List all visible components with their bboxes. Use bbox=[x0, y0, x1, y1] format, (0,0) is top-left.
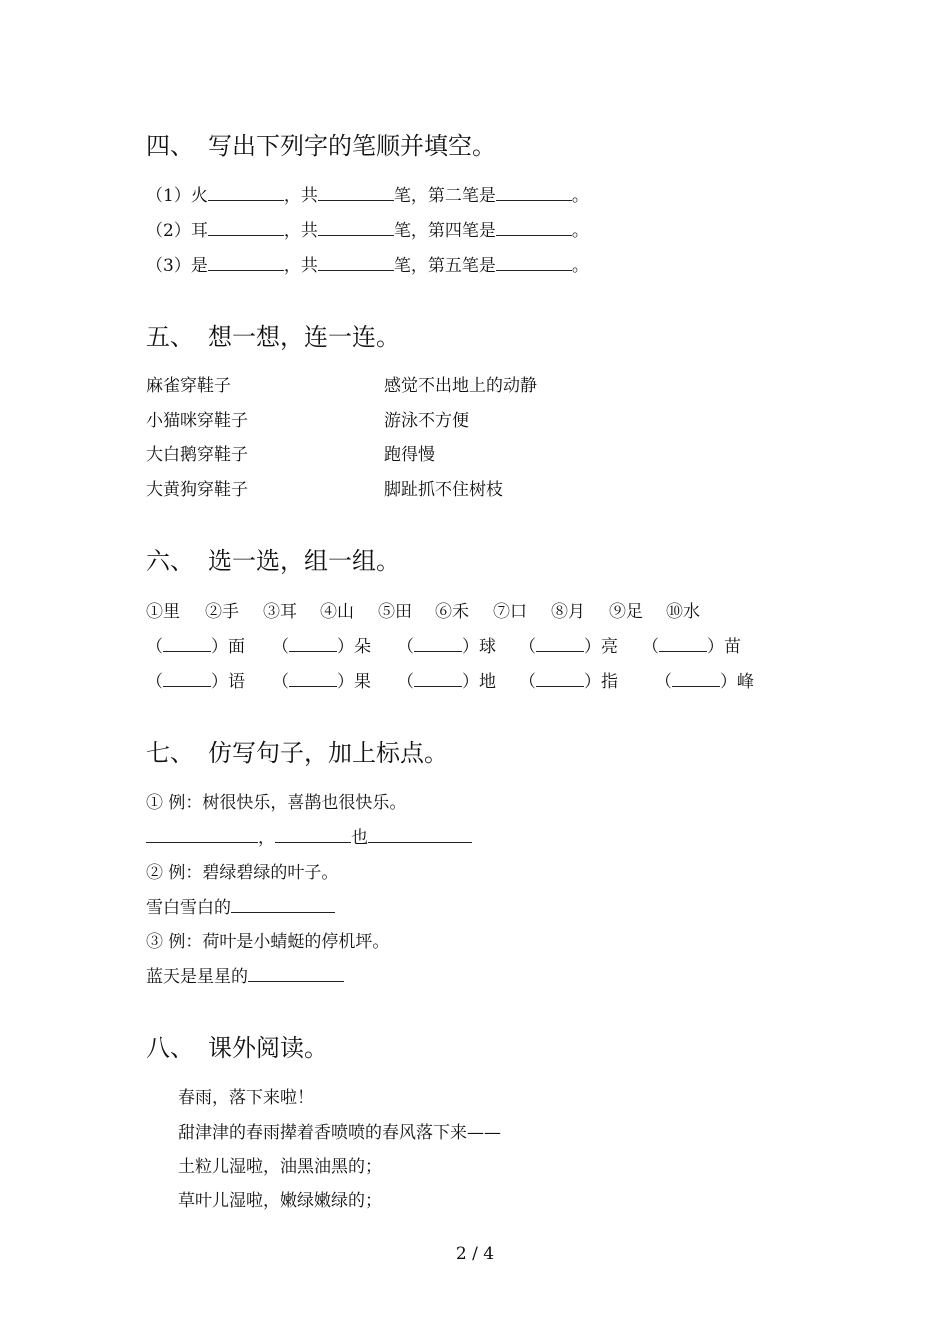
word-slot: （ ）苗 bbox=[642, 637, 741, 657]
word-slot: （ ）面 bbox=[146, 637, 245, 657]
match-left-item[interactable]: 大黄狗穿鞋子 bbox=[146, 480, 248, 500]
section-title: 想一想，连一连。 bbox=[208, 323, 400, 351]
section-title: 写出下列字的笔顺并填空。 bbox=[208, 132, 496, 160]
answer-blank[interactable] bbox=[536, 672, 584, 687]
section-4-heading bbox=[146, 131, 496, 161]
section-8-heading bbox=[146, 1033, 328, 1063]
answer-blank[interactable] bbox=[248, 967, 344, 982]
answer-blank[interactable] bbox=[318, 221, 394, 236]
answer-blank[interactable] bbox=[208, 221, 284, 236]
reading-line: 草叶儿湿啦，嫩绿嫩绿的； bbox=[178, 1191, 382, 1211]
match-right-item[interactable]: 跑得慢 bbox=[384, 445, 435, 465]
option-item: ②手 bbox=[205, 602, 239, 622]
answer-blank[interactable] bbox=[163, 672, 211, 687]
stroke-row-2: （2）耳 ，共 笔，第四笔是 。 bbox=[146, 221, 589, 241]
option-item: ⑥禾 bbox=[435, 602, 469, 622]
option-item: ⑨足 bbox=[609, 602, 643, 622]
word-slot: （ ）地 bbox=[397, 672, 496, 692]
section-5-heading bbox=[146, 322, 400, 352]
answer-blank[interactable] bbox=[496, 221, 572, 236]
stroke-row-3: （3）是 ，共 笔，第五笔是 。 bbox=[146, 256, 589, 276]
answer-blank[interactable] bbox=[496, 256, 572, 271]
section-number: 六、 bbox=[146, 547, 194, 575]
match-left-item[interactable]: 小猫咪穿鞋子 bbox=[146, 411, 248, 431]
option-item: ①里 bbox=[146, 602, 180, 622]
section-6-heading bbox=[146, 546, 400, 576]
section-title: 仿写句子，加上标点。 bbox=[208, 739, 448, 767]
answer-blank[interactable] bbox=[659, 637, 707, 652]
answer-blank[interactable] bbox=[368, 828, 472, 843]
match-left-item[interactable]: 大白鹅穿鞋子 bbox=[146, 445, 248, 465]
answer-blank[interactable] bbox=[496, 186, 572, 201]
reading-line: 春雨，落下来啦！ bbox=[178, 1088, 314, 1108]
option-item: ③耳 bbox=[263, 602, 297, 622]
section-number: 四、 bbox=[146, 132, 194, 160]
word-slot: （ ）果 bbox=[272, 672, 371, 692]
imitation-line-3: 蓝天是星星的 bbox=[146, 965, 344, 989]
example-sentence: ③ 例：荷叶是小蜻蜓的停机坪。 bbox=[146, 932, 390, 952]
option-item: ⑤田 bbox=[378, 602, 412, 622]
word-slot: （ ）朵 bbox=[272, 637, 371, 657]
option-item: ⑦口 bbox=[493, 602, 527, 622]
match-right-item[interactable]: 脚趾抓不住树枝 bbox=[384, 480, 503, 500]
answer-blank[interactable] bbox=[414, 672, 462, 687]
reading-line: 甜津津的春雨撵着香喷喷的春风落下来—— bbox=[178, 1123, 501, 1143]
answer-blank[interactable] bbox=[318, 186, 394, 201]
word-slot: （ ）峰 bbox=[655, 672, 754, 692]
answer-blank[interactable] bbox=[163, 637, 211, 652]
answer-blank[interactable] bbox=[318, 256, 394, 271]
example-sentence: ② 例：碧绿碧绿的叶子。 bbox=[146, 863, 339, 883]
answer-blank[interactable] bbox=[208, 256, 284, 271]
section-number: 八、 bbox=[146, 1034, 194, 1062]
answer-blank[interactable] bbox=[208, 186, 284, 201]
option-item: ④山 bbox=[320, 602, 354, 622]
option-item: ⑩水 bbox=[666, 602, 700, 622]
word-slot: （ ）语 bbox=[146, 672, 245, 692]
answer-blank[interactable] bbox=[231, 898, 335, 913]
imitation-line-2: 雪白雪白的 bbox=[146, 896, 335, 920]
answer-blank[interactable] bbox=[146, 828, 258, 843]
answer-blank[interactable] bbox=[414, 637, 462, 652]
word-slot: （ ）亮 bbox=[519, 637, 618, 657]
match-left-item[interactable]: 麻雀穿鞋子 bbox=[146, 376, 231, 396]
page-number: 2 / 4 bbox=[455, 1244, 495, 1264]
match-right-item[interactable]: 游泳不方便 bbox=[384, 411, 469, 431]
answer-blank[interactable] bbox=[275, 828, 351, 843]
reading-line: 土粒儿湿啦，油黑油黑的； bbox=[178, 1157, 382, 1177]
answer-blank[interactable] bbox=[289, 672, 337, 687]
section-number: 五、 bbox=[146, 323, 194, 351]
stroke-row-1: （1）火 ，共 笔，第二笔是 。 bbox=[146, 186, 589, 206]
word-slot: （ ）指 bbox=[519, 672, 618, 692]
match-right-item[interactable]: 感觉不出地上的动静 bbox=[384, 376, 537, 396]
section-title: 课外阅读。 bbox=[208, 1034, 328, 1062]
section-7-heading bbox=[146, 738, 448, 768]
word-slot: （ ）球 bbox=[397, 637, 496, 657]
section-title: 选一选，组一组。 bbox=[208, 547, 400, 575]
answer-blank[interactable] bbox=[672, 672, 720, 687]
imitation-line-1: ， 也 bbox=[146, 826, 472, 850]
section-number: 七、 bbox=[146, 739, 194, 767]
answer-blank[interactable] bbox=[536, 637, 584, 652]
example-sentence: ① 例：树很快乐，喜鹊也很快乐。 bbox=[146, 793, 407, 813]
answer-blank[interactable] bbox=[289, 637, 337, 652]
option-item: ⑧月 bbox=[551, 602, 585, 622]
